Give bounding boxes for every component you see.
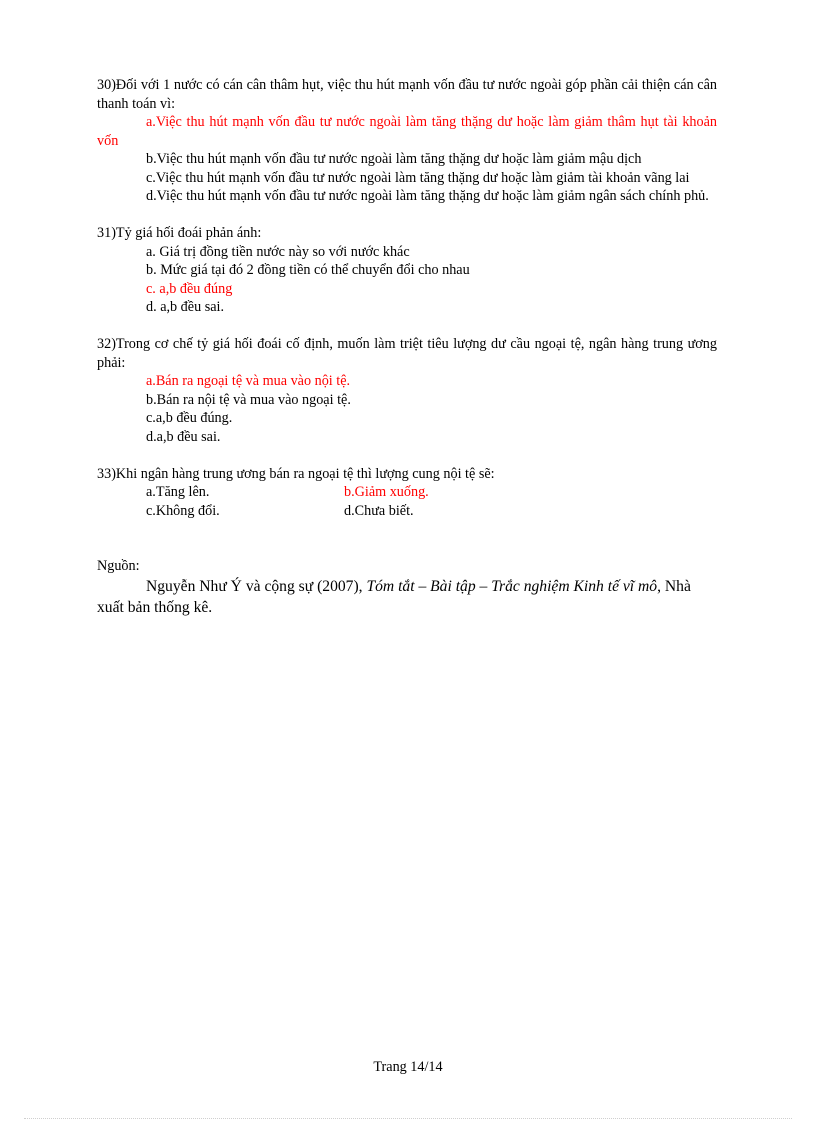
question-text: 32)Trong cơ chế tỷ giá hối đoái cố định, muốn làm triệt tiêu lượng dư cầu ngoại tệ, ngân hàng trung ương phải: [97,336,717,371]
option-b: b.Bán ra nội tệ và mua vào ngoại tệ. [146,391,351,408]
option-row [97,483,717,502]
document-page [97,76,717,618]
option-c-correct: c. a,b đều đúng [146,280,233,297]
option-b: b.Việc thu hút mạnh vốn đầu tư nước ngoài làm tăng thặng dư hoặc làm giảm mậu dịch [146,151,642,167]
citation-author: Nguyễn Như Ý và cộng sự (2007), [146,577,367,595]
option-a: a. Giá trị đồng tiền nước này so với nước khác [146,243,410,260]
citation-publisher: , Nhà xuất bản thống kê. [97,577,691,616]
option-b-correct: b.Giảm xuống. [344,484,429,500]
question-33 [97,465,717,521]
page-number: Trang 14/14 [373,1059,443,1075]
option-c: c.Việc thu hút mạnh vốn đầu tư nước ngoài làm tăng thặng dư hoặc làm giảm tài khoản vãng lai [146,169,690,186]
page-bottom-border [24,1118,792,1119]
question-text: 31)Tỷ giá hối đoái phản ánh: [97,225,262,241]
option-b: b. Mức giá tại đó 2 đồng tiền có thể chuyển đổi cho nhau [146,262,470,278]
option-a: a.Tăng lên. [146,484,210,500]
source-section [97,557,717,618]
option-c: c.a,b đều đúng. [146,410,233,426]
source-label: Nguồn: [97,558,140,574]
option-d: d.a,b đều sai. [146,428,221,445]
option-c: c.Không đổi. [146,502,220,519]
option-d: d.Chưa biết. [344,502,414,519]
option-row [97,502,717,521]
question-text: 33)Khi ngân hàng trung ương bán ra ngoại tệ thì lượng cung nội tệ sẽ: [97,465,495,482]
question-30 [97,76,717,206]
option-d: d.Việc thu hút mạnh vốn đầu tư nước ngoài làm tăng thặng dư hoặc làm giảm ngân sách chính phủ. [146,188,709,204]
citation-title: Tóm tắt – Bài tập – Trắc nghiệm Kinh tế vĩ mô [366,577,658,595]
option-a-correct: a.Việc thu hút mạnh vốn đầu tư nước ngoài làm tăng thặng dư hoặc làm giảm thâm hụt tài khoản vốn [97,114,717,149]
question-text: 30)Đối với 1 nước có cán cân thâm hụt, việc thu hút mạnh vốn đầu tư nước ngoài góp phần cải thiện cán cân thanh toán vì: [97,77,717,112]
option-a-correct: a.Bán ra ngoại tệ và mua vào nội tệ. [146,373,351,389]
source-citation [97,576,717,618]
option-d: d. a,b đều sai. [146,299,225,315]
question-32 [97,335,717,446]
question-31 [97,224,717,317]
